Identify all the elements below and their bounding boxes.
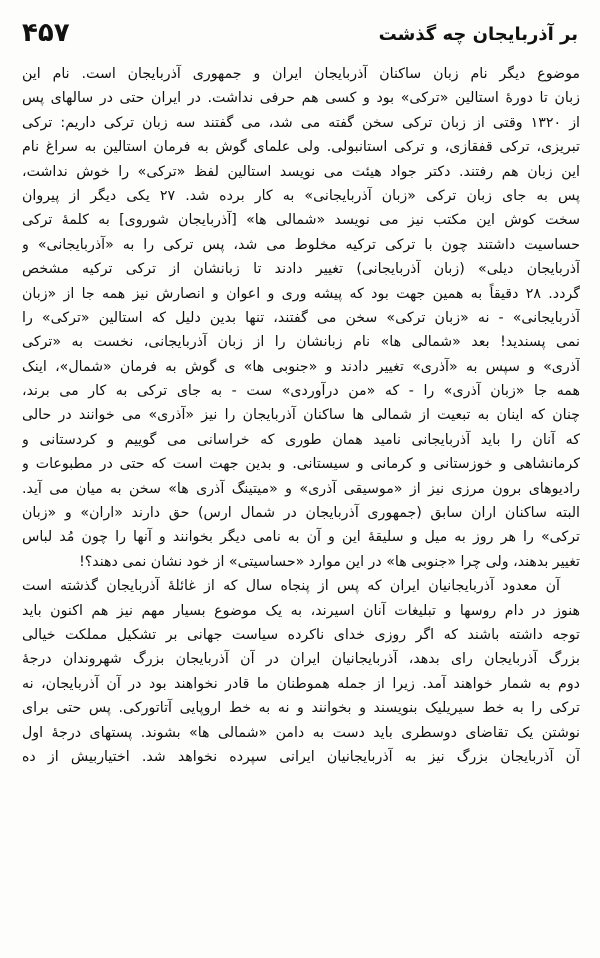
- text-line: نمی پسندید! بعد «شمالی ها» نام زبانشان را از زبان آذربایجانی، نخست به «ترکی: [22, 334, 580, 351]
- text-line: رادیوهای برون مرزی نیز از «موسیقی آذری» و «میتینگ آذری ها» سخن به میان می آید.: [22, 480, 580, 497]
- text-line: بزرگ آذربایجان رای بدهد، آذربایجانیان ایران در آن آذربایجان بزرگ شهروندان درجهٔ: [22, 651, 580, 668]
- body-text: [22, 62, 580, 769]
- text-line: آذربایجان دیلی» (زبان آذربایجانی) تغییر دادند تا زبانشان از ترکی ترکیه مشخص: [22, 261, 580, 278]
- text-line: دوم به شمار خواهند آمد. زیرا از جمله هموطنان ما قادر نخواهند بود در آن آذربایجان، نه: [22, 675, 580, 692]
- text-line: این زبان هم رفتند. دکتر جواد هیئت می نویسد استالین لفظ «ترکی» را خوش نداشت،: [22, 163, 580, 180]
- text-line: نوشتن یک تقاضای دوسطری باید دست به دامن «شمالی ها» بشوند. پستهای درجهٔ اول: [22, 724, 580, 741]
- text-line: زبان تا دورهٔ استالین «ترکی» بود و کسی هم حرفی نداشت. در ایران حتی در سالهای پس: [22, 90, 580, 107]
- text-line: همه جا «زبان آذری» را - که «من درآوردی» ست - به جای ترکی به کار می برند،: [22, 383, 580, 400]
- text-line: چنان که اینان به تبعیت از شمالی ها ساکنان آذربایجان را نیز «آذری» می خوانند در حالی: [22, 407, 580, 424]
- text-line: موضوع دیگر نام زبان ساکنان آذربایجان ایران و جمهوری آذربایجان است. نام این: [22, 66, 580, 82]
- text-line: حساسیت داشتند چون با ترکی ترکیه مخلوط می شد، پس ترکی را به «آذربایجانی» و: [22, 236, 580, 253]
- page-header: [22, 18, 578, 54]
- text-line: هنوز در دام روسها و تبلیغات آنان اسیرند، به یک موضوع بسیار مهم نیز هم اکنون باید: [22, 602, 580, 619]
- text-line: گردد. ۲۸ دقیقاً به همین جهت بود که پیشه وری و اعوان و انصارش نیز همه جا از «زبان: [22, 285, 580, 302]
- text-line: پس به جای زبان ترکی «زبان آذربایجانی» به کار برده شد. ۲۷ یکی دیگر از پیروان: [22, 187, 580, 204]
- text-line: تغییر بدهند، ولی چرا «جنوبی ها» در این موارد «حساسیتی» از خود نشان نمی دهند؟!: [79, 553, 580, 570]
- running-title: بر آذربایجان چه گذشت: [378, 24, 578, 45]
- text-line: البته ساکنان اران سابق (جمهوری آذربایجان در شمال ارس) حق دارند «اران» و «زبان: [22, 505, 580, 522]
- text-line: آذربایجانی» - نه «زبان ترکی» سخن می گفتند، تنها بدین دلیل که استالین «ترکی» را: [22, 309, 580, 326]
- page-number: ۴۵۷: [22, 18, 70, 48]
- paragraph-first-line: آن معدود آذربایجانیان ایران که پس از پنجاه سال که از غائلهٔ آذربایجان گذشته است: [22, 578, 560, 595]
- text-line: تبریزی، ترکی قفقازی، و ترکی استانبولی. ولی علمای گوش به فرمان استالین به سراغ نام: [22, 139, 580, 156]
- text-line: ترکی» را هر روز به میل و سلیقهٔ این و آن به نامی دیگر بخوانند و آنها را چون مُد لباس: [22, 529, 580, 546]
- text-line: کرمانشاهی و خوزستانی و کرمانی و سیستانی. و بدین جهت است که حتی در مطبوعات و: [22, 456, 580, 473]
- text-line: سخت کوش این مکتب نیز می نویسد «شمالی ها» [آذربایجان شوروی] به کلمهٔ ترکی: [22, 212, 580, 229]
- text-line: توجه داشته باشند که اگر روزی خدای ناکرده سیاست جهانی بر تشکیل مملکت خیالی: [22, 626, 580, 643]
- text-line: ترکی را به خط سیریلیک بنویسند و بخوانند و نه به خط اروپایی آتاتورکی. پس حتی برای: [22, 700, 580, 717]
- text-line: از ۱۳۲۰ وقتی از زبان ترکی سخن گفته می شد، می گفتند سه زبان ترکی داریم: ترکی: [22, 114, 580, 131]
- text-line: آن آذربایجان بزرگ نیز به آذربایجانیان ایرانی سپرده نخواهد شد. اختیاربیش از ده: [22, 748, 580, 765]
- text-line: که آنان را باید آذربایجانی نامید همان طوری که خراسانی می گوییم و کردستانی و: [22, 431, 580, 448]
- text-line: آذری» و سپس به «آذری» تغییر دادند و «جنوبی ها» ی گوش به فرمان «شمال»، اینک: [22, 358, 580, 375]
